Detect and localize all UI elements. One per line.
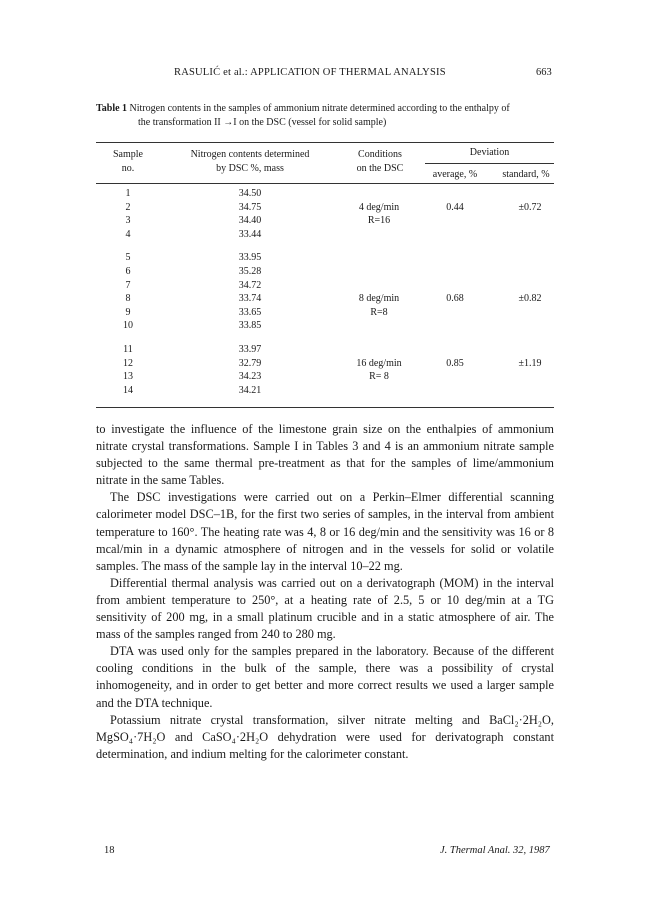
table-bottom-rule (96, 407, 554, 408)
header-nitrogen-line2: by DSC %, mass (216, 163, 284, 174)
table-top-rule (96, 142, 554, 143)
table-cell-average-deviation: 0.85 (446, 357, 464, 369)
table-cell-standard-deviation: ±0.72 (518, 201, 542, 213)
table-cell-standard-deviation: ±0.82 (518, 293, 542, 305)
table-cell-nitrogen: 33.85 (238, 320, 262, 332)
table-cell-sample-no: 9 (125, 306, 131, 318)
table-cell-nitrogen: 34.50 (238, 188, 262, 199)
table-cell-sample-no: 10 (123, 320, 133, 332)
paragraph: to investigate the influence of the limestone grain size on the enthalpies of ammonium nitrate crystal transformations. Sample I in Tables 3 and 4 is an ammonium nitrate sample subjected to the same thermal pre-treatment as that for the samples of lime/ammonium nitrate in the same Tables. (96, 422, 554, 488)
table-cell-nitrogen: 34.75 (238, 201, 262, 213)
table-label: Table 1 (96, 103, 128, 114)
table-cell-sample-no: 4 (125, 228, 131, 240)
table-cell-sample-no: 13 (123, 371, 133, 383)
table-cell-sample-no: 11 (123, 344, 133, 355)
table-cell-sample-no: 3 (125, 215, 131, 227)
table-cell-sample-no: 2 (125, 201, 131, 213)
paragraph: Potassium nitrate crystal transformation, silver nitrate melting and BaCl₂·2H₂O, MgSO₄·7H₂O and CaSO₄·2H₂O dehydration were used for derivatograph constant determination, and indium melting for the calorimeter constant. (96, 712, 554, 761)
table-cell-nitrogen: 33.65 (238, 306, 262, 318)
table-cell-nitrogen: 34.21 (238, 384, 262, 396)
table-cell-sample-no: 6 (125, 266, 131, 277)
body-text (96, 421, 554, 763)
table-cell-condition-sensitivity: R=8 (370, 306, 388, 318)
header-deviation: Deviation (469, 147, 510, 158)
table-header-rule (96, 183, 554, 184)
header-conditions-line2: on the DSC (356, 163, 404, 174)
journal-citation: J. Thermal Anal. 32, 1987 (440, 845, 550, 856)
page-number: 663 (536, 67, 552, 78)
header-average: average, % (432, 169, 478, 180)
header-sample (100, 148, 156, 176)
paragraph: Differential thermal analysis was carried out on a derivatograph (MOM) in the interval from ambient temperature to 250°, at a heating rate of 2.5, 5 or 10 deg/min at a TG sensitivity of 200 mg, in a small platinum crucible and in a static atmosphere of air. The mass of the samples ranged from 240 to 280 mg. (96, 575, 554, 642)
table-cell-sample-no: 12 (123, 357, 133, 369)
sheet-number: 18 (104, 845, 115, 856)
table-caption-line2: the transformation II →I on the DSC (vessel for solid sample) (138, 117, 387, 128)
table-cell-nitrogen: 34.23 (238, 371, 262, 383)
header-conditions-line1: Conditions (358, 149, 402, 160)
table-cell-sample-no: 7 (125, 279, 131, 291)
table-cell-nitrogen: 33.74 (238, 293, 262, 305)
table-cell-condition-sensitivity: R= 8 (369, 371, 389, 383)
table-cell-sample-no: 5 (125, 252, 131, 264)
table-cell-average-deviation: 0.44 (446, 201, 464, 213)
deviation-rule (425, 163, 554, 164)
table-cell-nitrogen: 33.95 (238, 252, 262, 264)
header-sample-line1: Sample (113, 149, 143, 160)
running-title: RASULIĆ et al.: APPLICATION OF THERMAL ANALYSIS (174, 67, 446, 78)
table-cell-condition-rate: 8 deg/min (358, 293, 400, 305)
table-cell-nitrogen: 34.40 (238, 215, 262, 227)
table-caption-line1: Nitrogen contents in the samples of ammonium nitrate determined according to the enthalpy of (129, 103, 510, 114)
table-caption (96, 102, 566, 130)
table-cell-average-deviation: 0.68 (446, 293, 464, 305)
table-cell-nitrogen: 35.28 (238, 266, 262, 277)
header-nitrogen (180, 148, 320, 176)
table-cell-sample-no: 8 (125, 293, 131, 305)
paragraph: The DSC investigations were carried out on a Perkin–Elmer differential scanning calorimeter model DSC–1B, for the first two series of samples, in the interval from ambient temperature to 160°. The heating rate was 4, 8 or 16 deg/min and the sensitivity was 16 or 8 mcal/min in a dynamic atmosphere of nitrogen and in the vessels for solid or volatile samples. The mass of the sample lay in the interval 10–22 mg. (96, 490, 554, 573)
table-cell-nitrogen: 33.97 (238, 344, 262, 355)
header-nitrogen-line1: Nitrogen contents determined (190, 149, 310, 160)
table-cell-sample-no: 1 (125, 188, 131, 199)
paragraph: DTA was used only for the samples prepared in the laboratory. Because of the different cooling conditions in the bulk of the sample, there was a possibility of crystal inhomogeneity, and in order to get better and more correct results we used a larger sample and the DTA technique. (96, 644, 554, 710)
table-cell-nitrogen: 33.44 (238, 228, 262, 240)
header-conditions (340, 148, 420, 176)
table-cell-standard-deviation: ±1.19 (518, 357, 542, 369)
table-cell-condition-sensitivity: R=16 (367, 215, 391, 227)
table-cell-nitrogen: 34.72 (238, 279, 262, 291)
table-cell-nitrogen: 32.79 (238, 357, 262, 369)
table-cell-condition-rate: 4 deg/min (358, 201, 400, 213)
table-cell-condition-rate: 16 deg/min (356, 357, 402, 369)
header-sample-line2: no. (121, 163, 135, 174)
header-standard: standard, % (502, 169, 550, 180)
table-cell-sample-no: 14 (123, 384, 133, 396)
